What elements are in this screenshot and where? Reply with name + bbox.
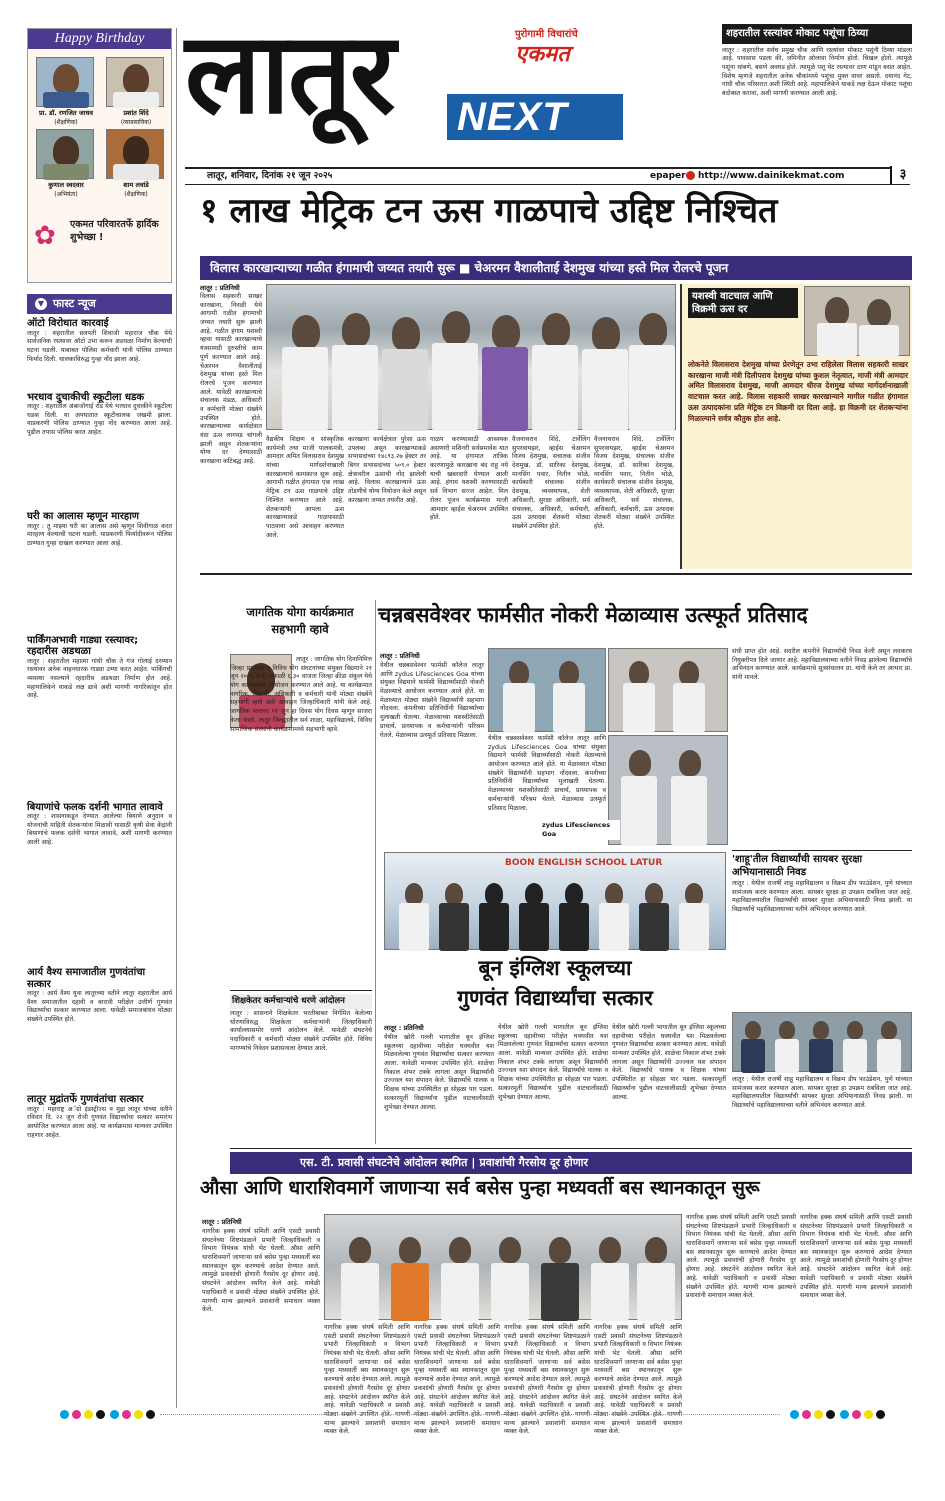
yashaswi-box	[680, 284, 912, 569]
print-marks-footer	[0, 1404, 945, 1464]
lead-col-3: कारखाना कार्यक्षेत्रात पुरेसा ऊस उपलब्ध असून कारखान्याकडे सभासदांच्या १४८९३.२७ हेक्टर तर बिगर सभासदांच्या ५०९.० हेक्टर क्षेत्रावरील ऊसाची नोंद झालेली आहे. विलास कारखान्याने ऊस तोडणीचे योग्य नियोजन केले असून कारखाना जय्यत तयारीत आहे.	[348, 436, 426, 504]
topright-title: शहरातील रस्त्यांवर मोकाट पशूंचा ठिय्या	[722, 24, 912, 44]
news-title: घरी का आलास म्हणून मारहाण	[27, 511, 140, 522]
st-photo	[324, 1214, 682, 1320]
st-headline: औसा आणि धाराशिवमार्गे जाणाऱ्या सर्व बसेस पुन्हा मध्यवर्ती बस स्थानकातून सुरू	[200, 1177, 760, 1199]
birthday-name-4: शाम लवांडे	[123, 181, 149, 189]
birthday-box	[27, 28, 172, 283]
pharmacy-headline: चन्नबसवेश्वर फार्मसीत नोकरी मेळाव्यास उत्स्फूर्त प्रतिसाद	[378, 603, 808, 627]
news-title: पार्किंगअभावी गाड्या रस्त्यावर; रहदारीस अडथळा	[27, 634, 139, 657]
birthday-photo-1	[36, 57, 94, 107]
lead-col-6: वैजनाथराव शिंदे, टार्वेलिंग सुपरवायझर, व्हाईस चेअरमन विजय देशमुख, संचालक संजीव देशमुख, डॉ. सारिका देशमुख, मानसिंग पवार, नितीन भोळे, कार्यकारी संचालक संजीव देशमुख, व्यवस्थापक, शेती अधिकारी, सुरक्षा अधिकारी, सर्व संचालक, अधिकारी, कर्मचारी, ऊस उत्पादक शेतकरी मोठ्या संख्येने उपस्थित होते.	[594, 436, 674, 530]
news-item	[27, 318, 172, 388]
st-col-1: नागरिक हक्क संघर्ष समिती आणि एसटी प्रवासी संघटनेच्या शिष्टमंडळाने प्रभारी जिल्हाधिकारी व विभाग नियंत्रक यांची भेट घेतली. औसा आणि धाराशिवमार्गे जाणाऱ्या सर्व बसेस पुन्हा मध्यवर्ती बस स्थानकातून सुरू करण्याचे आदेश देण्यात आले. त्यामुळे प्रवाशांची होणारी गैरसोय दूर होणार आहे. संघटनेने आंदोलन स्थगित केले आहे. यावेळी पदाधिकारी व प्रवासी मोठ्या संख्येने उपस्थित होते. मागणी मान्य झाल्याने प्रवाशांनी समाधान व्यक्त केले.	[202, 1228, 320, 1314]
st-sub-text: प्रवाशांची गैरसोय दूर होणार	[479, 1156, 589, 1169]
boon-col-2: येथील खोरी गल्ली भागातील बून इंग्लिश स्कूलच्या दहावीच्या परीक्षेत घवघवीत यश मिळवलेल्या गुणवंत विद्यार्थ्यांचा सत्कार करण्यात आला. यावेळी मान्यवर उपस्थित होते. शाळेचा निकाल शंभर टक्के लागला असून विद्यार्थ्यांनी उज्ज्वल यश संपादन केले. विद्यार्थ्यांचे पालक व शिक्षक यांच्या उपस्थितीत हा सोहळा पार पडला. सत्कारमूर्ती विद्यार्थ्यांना पुढील वाटचालीसाठी शुभेच्छा देण्यात आल्या.	[498, 1024, 608, 1101]
lead-byline: लातूर : प्रतिनिधी	[200, 284, 240, 292]
birthday-role-2: (व्यावसायिक)	[120, 119, 152, 126]
website-link[interactable]: http://www.dainikekmat.com	[698, 171, 845, 181]
cyber-title: 'शाहू'तील विद्यार्थ्यांची सायबर सुरक्षा अभियानासाठी निवड	[732, 854, 863, 878]
lead-photo	[266, 284, 676, 430]
boon-byline: लातूर : प्रतिनिधी	[384, 1024, 424, 1032]
cyber-body-2: लातूर : येथील राजर्षी शाहू महाविद्यालय व विक्रम डीप फाउंडेशन, पुणे यांच्यात सामंजस्य करार करण्यात आला. सायबर सुरक्षा हा उपक्रम राबविला जात आहे. महाविद्यालयातील विद्यार्थ्यांची सायबर सुरक्षा अभियानासाठी निवड झाली. या विद्यार्थ्यांचे महाविद्यालयाच्या वतीने अभिनंदन करण्यात आले.	[732, 1076, 912, 1110]
st-byline: लातूर : प्रतिनिधी	[202, 1218, 242, 1226]
boon-photo	[384, 852, 726, 950]
birthday-photo-3	[36, 129, 94, 179]
topright-body: लातूर : शहरातील सर्वच प्रमुख चौक आणि रस्त्यांवर मोकाट पशूंनी ठिय्या मांडला आहे. पावसास पडला की, जमिनीत ओलावा निर्माण होतो. चिखल होतो. त्यामुळे पशूंना थांबणे, बसणे अवघड होते. त्यामुळे पशू थेट रस्त्यावर ठाण मांडून बसत आहेत. विशेष म्हणजे शहरातील अनेक चौकांमध्ये पशूंचा मुक्त वावर असतो. दयानंद गेट, गांधी चौक परिसरात अशी स्थिती आहे. महापालिकेने याकडे लक्ष देऊन मोकाट पशूंचा बंदोबस्त करावा, अशी मागणी करण्यात आली आहे.	[722, 46, 912, 97]
st-kicker-text: एस. टी. प्रवासी संघटनेचे आंदोलन स्थगित	[300, 1156, 468, 1169]
birthday-title: Happy Birthday	[28, 29, 171, 49]
masthead-tagline: पुरोगामी विचारांचे	[515, 29, 578, 40]
st-col-4: नागरिक हक्क संघर्ष समिती आणि एसटी प्रवासी संघटनेच्या शिष्टमंडळाने प्रभारी जिल्हाधिकारी व विभाग नियंत्रक यांची भेट घेतली. औसा आणि धाराशिवमार्गे जाणाऱ्या सर्व बसेस पुन्हा मध्यवर्ती बस स्थानकातून सुरू करण्याचे आदेश देण्यात आले. त्यामुळे प्रवाशांची होणारी गैरसोय दूर होणार आहे. संघटनेने आंदोलन स्थगित केले आहे. यावेळी पदाधिकारी व प्रवासी मोठ्या संख्येने उपस्थित होते. मागणी मान्य झाल्याने प्रवाशांनी समाधान व्यक्त केले.	[504, 1324, 590, 1436]
st-col-2: नागरिक हक्क संघर्ष समिती आणि एसटी प्रवासी संघटनेच्या शिष्टमंडळाने प्रभारी जिल्हाधिकारी व विभाग नियंत्रक यांची भेट घेतली. औसा आणि धाराशिवमार्गे जाणाऱ्या सर्व बसेस पुन्हा मध्यवर्ती बस स्थानकातून सुरू करण्याचे आदेश देण्यात आले. त्यामुळे प्रवाशांची होणारी गैरसोय दूर होणार आहे. संघटनेने आंदोलन स्थगित केले आहे. यावेळी पदाधिकारी व प्रवासी मोठ्या संख्येने उपस्थित होते. मागणी मान्य झाल्याने प्रवाशांनी समाधान व्यक्त केले.	[324, 1324, 410, 1436]
pharmacy-caption: zydus Lifesciences Goa	[540, 820, 620, 840]
pharmacy-photo-1	[488, 648, 606, 732]
lead-headline: १ लाख मेट्रिक टन ऊस गाळपाचे उद्दिष्ट निश्चित	[200, 191, 778, 231]
news-body: लातूर : शहरातील महात्मा गांधी चौक ते गंज गोलाई दरम्यान रस्त्यावर अनेक वाहनधारक गाड्या उभ्या करत आहेत. पार्किंगची व्यवस्था नसल्याने रहदारीस अडथळा निर्माण होत आहे. महापालिकेने याकडे लक्ष द्यावे अशी मागणी नागरिकांतून होत आहे.	[27, 657, 172, 700]
news-item	[27, 392, 172, 508]
cyber-photo	[732, 1012, 912, 1072]
yashaswi-body: लोकनेते विलासराव देशमुख यांच्या प्रेरणेतून उभा राहिलेला विलास सहकारी साखर कारखाना माजी मंत्री दिलीपराव देशमुख यांच्या कुशल नेतृत्वात, माजी मंत्री आमदार अमित विलासराव देशमुख, माजी आमदार धीरज देशमुख यांच्या मार्गदर्शनाखाली वाटचाल करत आहे. विलास सहकारी साखर कारखान्याने मागील गळीत हंगामात ऊस उत्पादकांना प्रति मेट्रिक टन विक्रमी दर दिला आहे. हा विक्रमी दर शेतकऱ्यांना मिळाल्याने सर्वत्र कौतुक होत आहे.	[688, 360, 908, 423]
lead-col-5: वैजनाथराव शिंदे, टार्वेलिंग सुपरवायझर, व्हाईस चेअरमन विजय देशमुख, संचालक संजीव देशमुख, डॉ. सारिका देशमुख, मानसिंग पवार, नितीन भोळे, कार्यकारी संचालक संजीव देशमुख, व्यवस्थापक, शेती अधिकारी, सुरक्षा अधिकारी, सर्व संचालक, अधिकारी, कर्मचारी, ऊस उत्पादक शेतकरी मोठ्या संख्येने उपस्थित होते.	[512, 436, 590, 530]
boon-banner: BOON ENGLISH SCHOOL LATUR	[505, 858, 663, 868]
pharmacy-right: संधी प्राप्त होत आहे. सदरील कंपनीने विद्यार्थ्यांची निवड केली असून लवकरच नियुक्तीपत्र दिले जाणार आहे. महाविद्यालयाच्या वतीने निवड झालेल्या विद्यार्थ्यांचे अभिनंदन करण्यात आले. कार्यक्रमाचे सूत्रसंचालन प्रा. यांनी केले तर आभार प्रा. यांनी मानले.	[732, 648, 912, 682]
news-item	[27, 511, 172, 631]
news-title: आर्य वैश्य समाजातील गुणवंतांचा सत्कार	[27, 967, 146, 990]
news-body: लातूर : महाराष्ट्र अॅग्रो इंडस्ट्रीज्स व मुद्रा लातूर यांच्या वतीने रविवार दि. २२ जून रोजी गुणवंत विद्यार्थ्यांचा सत्कार समारंभ आयोजित करण्यात आला आहे. या कार्यक्रमास मान्यवर उपस्थित राहणार आहेत.	[27, 1105, 172, 1139]
teacher-body: लातूर : शासनाने शिक्षकेतर भरतीबाबत निर्गमित केलेल्या धोरणाविरुद्ध शिक्षकेतर कर्मचाऱ्यांनी जिल्हाधिकारी कार्यालयासमोर धरणे आंदोलन केले. यावेळी संघटनेचे पदाधिकारी व कर्मचारी मोठ्या संख्येने उपस्थित होते. विविध मागण्यांचे निवेदन प्रशासनाला देण्यात आले.	[230, 1010, 372, 1052]
boon-headline-1: बून इंग्लिश स्कूलच्या	[478, 956, 632, 980]
yashaswi-photo	[804, 286, 910, 356]
page-number: ३	[890, 166, 914, 184]
yashaswi-title: यशस्वी वाटचाल आणि विक्रमी ऊस दर	[688, 288, 798, 318]
news-title: लातूर मुद्रांतर्फे गुणवंतांचा सत्कार	[27, 1094, 144, 1105]
yoga-title: जागतिक योगा कार्यक्रमात सहभागी व्हावे	[246, 605, 354, 636]
boon-col-1: येथील खोरी गल्ली भागातील बून इंग्लिश स्कूलच्या दहावीच्या परीक्षेत घवघवीत यश मिळवलेल्या गुणवंत विद्यार्थ्यांचा सत्कार करण्यात आला. यावेळी मान्यवर उपस्थित होते. शाळेचा निकाल शंभर टक्के लागला असून विद्यार्थ्यांनी उज्ज्वल यश संपादन केले. विद्यार्थ्यांचे पालक व शिक्षक यांच्या उपस्थितीत हा सोहळा पार पडला. सत्कारमूर्ती विद्यार्थ्यांना पुढील वाटचालीसाठी शुभेच्छा देण्यात आल्या.	[384, 1034, 494, 1111]
birthday-name-2: प्रशांत शिंदे	[123, 109, 149, 117]
cyber-body: लातूर : येथील राजर्षी शाहू महाविद्यालय व विक्रम डीप फाउंडेशन, पुणे यांच्यात सामंजस्य करार करण्यात आला. सायबर सुरक्षा हा उपक्रम राबविला जात आहे. महाविद्यालयातील विद्यार्थ्यांची सायबर सुरक्षा अभियानासाठी निवड झाली. या विद्यार्थ्यांचे महाविद्यालयाच्या वतीने अभिनंदन करण्यात आले.	[732, 880, 912, 914]
teacher-title: शिक्षकेतर कर्मचाऱ्यांचे धरणे आंदोलन	[230, 994, 372, 1009]
birthday-photo-4	[106, 129, 164, 179]
birthday-wish: एकमत परिवारतर्फे हार्दिक शुभेच्छा !	[70, 219, 159, 243]
yoga-box	[230, 604, 370, 644]
st-col-7: नागरिक हक्क संघर्ष समिती आणि एसटी प्रवासी संघटनेच्या शिष्टमंडळाने प्रभारी जिल्हाधिकारी व विभाग नियंत्रक यांची भेट घेतली. औसा आणि धाराशिवमार्गे जाणाऱ्या सर्व बसेस पुन्हा मध्यवर्ती बस स्थानकातून सुरू करण्याचे आदेश देण्यात आले. त्यामुळे प्रवाशांची होणारी गैरसोय दूर होणार आहे. संघटनेने आंदोलन स्थगित केले आहे. यावेळी पदाधिकारी व प्रवासी मोठ्या संख्येने उपस्थित होते. मागणी मान्य झाल्याने प्रवाशांनी समाधान व्यक्त केले.	[800, 1214, 912, 1300]
lead-col-4: गाळप करण्यासाठी आवश्यक असणारी मशिनरी सर्वसमावेश यात आहे. या हंगामात तांत्रिक कारणामुळे कारखाना बंद राहू नये याची खबरदारी घेण्यात आली आहे. हंगाम यशस्वी करण्यासाठी सर्व विभाग सज्ज आहेत. मिल रोलर पूजन कार्यक्रमास माजी आमदार व्हाईस चेअरमन उपस्थित होते.	[430, 436, 508, 522]
masthead-date: लातूर, शनिवार, दिनांक २१ जून २०२५	[207, 171, 333, 181]
news-item	[27, 635, 172, 798]
news-item	[27, 802, 172, 964]
pharmacy-photo-3	[608, 735, 728, 845]
fast-news-list	[27, 318, 172, 1398]
news-title: बियाणांचे फलक दर्शनी भागात लावावे	[27, 801, 163, 813]
fast-news-icon: ▼	[35, 298, 47, 310]
news-title: भरधाव दुचाकीची स्कूटीला धडक	[27, 391, 145, 403]
birthday-name-1: प्रा. डॉ. रणजित जाधव	[39, 109, 93, 117]
boon-col-3: येथील खोरी गल्ली भागातील बून इंग्लिश स्कूलच्या दहावीच्या परीक्षेत घवघवीत यश मिळवलेल्या गुणवंत विद्यार्थ्यांचा सत्कार करण्यात आला. यावेळी मान्यवर उपस्थित होते. शाळेचा निकाल शंभर टक्के लागला असून विद्यार्थ्यांनी उज्ज्वल यश संपादन केले. विद्यार्थ्यांचे पालक व शिक्षक यांच्या उपस्थितीत हा सोहळा पार पडला. सत्कारमूर्ती विद्यार्थ्यांना पुढील वाटचालीसाठी शुभेच्छा देण्यात आल्या.	[612, 1024, 726, 1101]
st-col-6: नागरिक हक्क संघर्ष समिती आणि एसटी प्रवासी संघटनेच्या शिष्टमंडळाने प्रभारी जिल्हाधिकारी व विभाग नियंत्रक यांची भेट घेतली. औसा आणि धाराशिवमार्गे जाणाऱ्या सर्व बसेस पुन्हा मध्यवर्ती बस स्थानकातून सुरू करण्याचे आदेश देण्यात आले. त्यामुळे प्रवाशांची होणारी गैरसोय दूर होणार आहे. संघटनेने आंदोलन स्थगित केले आहे. यावेळी पदाधिकारी व प्रवासी मोठ्या संख्येने उपस्थित होते. मागणी मान्य झाल्याने प्रवाशांनी समाधान व्यक्त केले.	[686, 1214, 796, 1300]
birthday-photo-2	[106, 57, 164, 107]
epaper-label: epaper	[650, 171, 686, 181]
lead-col-1: विलास सहकारी साखर कारखाना, निवळी येथे आगामी गळीत हंगामाची जय्यत तयारी सुरू झाली आहे. गळीत हंगाम यशस्वी व्हावा यासाठी कारखान्याचे यंत्रसामग्री दुरुस्तीचे काम पूर्ण करण्यात आले आहे. चेअरमन वैशालीताई देशमुख यांच्या हस्ते मिल रोलरचे पूजन करण्यात आले. यावेळी कारखान्याचे संचालक मंडळ, अधिकारी व कर्मचारी मोठ्या संख्येने उपस्थित होते. कारखान्याच्या कार्यक्षेत्रात यंदा ऊस लागवड चांगली झाली असून शेतकऱ्यांना योग्य दर देण्यासाठी कारखाना कटिबद्ध आहे.	[200, 293, 262, 466]
news-body: लातूर : शासनाकडून देण्यात आलेल्या बियाणे अनुदान व योजनांची माहिती शेतकऱ्यांना मिळावी यासाठी कृषी सेवा केंद्रांनी बियाणांचे फलक दर्शनी भागात लावावे, अशी मागणी करण्यात आली आहे.	[27, 813, 172, 847]
pharmacy-photo-2	[608, 648, 728, 732]
lead-col-2: वैद्यकीय शिक्षण व सांस्कृतिक कार्यमंत्री तथा माजी पालकमंत्री, आमदार अमित विलासराव देशमुख यांच्या मार्गदर्शनाखाली कारखान्याचे कामकाज सुरू आहे. आगामी गळीत हंगामात एक लाख मेट्रिक टन ऊस गाळपाचे उद्दिष्ट निश्चित करण्यात आले आहे. शेतकऱ्यांनी आपला ऊस कारखान्याकडे गाळपासाठी पाठवावा असे आवाहन करण्यात आले.	[266, 436, 344, 539]
lead-subhead: विलास कारखान्याच्या गळीत हंगामाची जय्यत तयारी सुरू ■ चेअरमन वैशालीताई देशमुख यांच्या हस्ते मिल रोलरचे पूजन	[200, 256, 912, 280]
news-item	[27, 967, 172, 1090]
pharmacy-byline: लातूर : प्रतिनिधी	[380, 652, 420, 660]
pharmacy-body-2: येथील चन्नबसवेश्वर फार्मसी कॉलेज लातूर आणि zydus Lifesciences Goa यांच्या संयुक्त विद्यमाने फार्मसी विद्यार्थ्यांसाठी नोकरी मेळाव्याचे आयोजन करण्यात आले होते. या मेळाव्यात मोठ्या संख्येने विद्यार्थ्यांनी सहभाग नोंदवला. कंपनीच्या प्रतिनिधींनी विद्यार्थ्यांच्या मुलाखती घेतल्या. मेळाव्याच्या यशस्वीतेसाठी प्राचार्य, प्राध्यापक व कर्मचाऱ्यांनी परिश्रम घेतले. मेळाव्यास उत्स्फूर्त प्रतिसाद मिळाला.	[488, 735, 606, 812]
birthday-role-1: (शैक्षणिक)	[54, 119, 78, 126]
masthead	[185, 9, 705, 172]
st-col-5: नागरिक हक्क संघर्ष समिती आणि एसटी प्रवासी संघटनेच्या शिष्टमंडळाने प्रभारी जिल्हाधिकारी व विभाग नियंत्रक यांची भेट घेतली. औसा आणि धाराशिवमार्गे जाणाऱ्या सर्व बसेस पुन्हा मध्यवर्ती बस स्थानकातून सुरू करण्याचे आदेश देण्यात आले. त्यामुळे प्रवाशांची होणारी गैरसोय दूर होणार आहे. संघटनेने आंदोलन स्थगित केले आहे. यावेळी पदाधिकारी व प्रवासी मोठ्या संख्येने उपस्थित होते. मागणी मान्य झाल्याने प्रवाशांनी समाधान व्यक्त केले.	[594, 1324, 682, 1436]
fast-news-label: फास्ट न्यूज	[53, 297, 96, 310]
globe-icon	[686, 171, 695, 180]
pharmacy-body: येथील चन्नबसवेश्वर फार्मसी कॉलेज लातूर आणि zydus Lifesciences Goa यांच्या संयुक्त विद्यमाने फार्मसी विद्यार्थ्यांसाठी नोकरी मेळाव्याचे आयोजन करण्यात आले होते. या मेळाव्यात मोठ्या संख्येने विद्यार्थ्यांनी सहभाग नोंदवला. कंपनीच्या प्रतिनिधींनी विद्यार्थ्यांच्या मुलाखती घेतल्या. मेळाव्याच्या यशस्वीतेसाठी प्राचार्य, प्राध्यापक व कर्मचाऱ्यांनी परिश्रम घेतले. मेळाव्यास उत्स्फूर्त प्रतिसाद मिळाला.	[380, 662, 484, 739]
news-item	[27, 1094, 172, 1256]
news-title: ऑटो विरोधात कारवाई	[27, 318, 109, 329]
news-body: लातूर : शहरातील छत्रपती शिवाजी महाराज चौक येथे सार्वजनिक रस्त्यावर ऑटो उभा करून अडथळा निर्माण केल्याची घटना घडली. याबाबत पोलिस कर्मचारी यांनी पोलिस ठाण्यात फिर्याद दिली. चालकाविरुद्ध गुन्हा नोंद झाला आहे.	[27, 329, 172, 363]
masthead-title: लातूर	[185, 9, 394, 139]
masthead-next: NEXT	[447, 94, 623, 140]
birthday-role-3: (अभियंता)	[54, 191, 78, 198]
news-body: लातूर : आर्य वैश्य युवा लातूरच्या वतीने लातूर शहरातील आर्य वैश्य समाजातील दहावी व बारावी परीक्षेत उत्तीर्ण गुणवंत विद्यार्थ्यांचा सत्कार करण्यात आला. यावेळी समाजबांधव मोठ्या संख्येने उपस्थित होते.	[27, 990, 172, 1024]
boon-headline-2: गुणवंत विद्यार्थ्यांचा सत्कार	[457, 986, 653, 1010]
st-kicker: एस. टी. प्रवासी संघटनेचे आंदोलन स्थगित | प्रवाशांची गैरसोय दूर होणार	[230, 1152, 912, 1174]
birthday-name-3: कुणाल स्वदवार	[48, 181, 84, 189]
yoga-body: लातूर : जागतिक योग दिनानिमित्त जिल्हा प्रशासन व विविध योग संघटनांच्या संयुक्त विद्यमाने २१ जून २०२५ रोजी सकाळी ६.३० वाजता जिल्हा क्रीडा संकुल येथे योग कार्यक्रमाचे आयोजन करण्यात आले आहे. या कार्यक्रमात नागरिक, विद्यार्थी, अधिकारी व कर्मचारी यांनी मोठ्या संख्येने सहभागी व्हावे असे आवाहन जिल्हाधिकारी यांनी केले आहे. जागतिक स्तरावर २१ जून हा दिवस योग दिवस म्हणून साजरा केला जातो. लातूर जिल्ह्यातील सर्व शाळा, महाविद्यालये, विविध सामाजिक संस्थांनी कार्यक्रमामध्ये सहभागी व्हावे.	[230, 656, 372, 733]
st-col-3: नागरिक हक्क संघर्ष समिती आणि एसटी प्रवासी संघटनेच्या शिष्टमंडळाने प्रभारी जिल्हाधिकारी व विभाग नियंत्रक यांची भेट घेतली. औसा आणि धाराशिवमार्गे जाणाऱ्या सर्व बसेस पुन्हा मध्यवर्ती बस स्थानकातून सुरू करण्याचे आदेश देण्यात आले. त्यामुळे प्रवाशांची होणारी गैरसोय दूर होणार आहे. संघटनेने आंदोलन स्थगित केले आहे. यावेळी पदाधिकारी व प्रवासी मोठ्या संख्येने उपस्थित होते. मागणी मान्य झाल्याने प्रवाशांनी समाधान व्यक्त केले.	[414, 1324, 500, 1436]
topright-box	[722, 24, 912, 164]
news-body: लातूर : शहरातील अंबाजोगाई रोड येथे भरधाव दुचाकीने स्कूटीला धडक दिली. या अपघातात स्कूटीचालक जखमी झाला. याप्रकरणी पोलिस ठाण्यात गुन्हा नोंद करण्यात आला आहे. पुढील तपास पोलिस करत आहेत.	[27, 403, 172, 437]
flower-icon: ✿	[34, 221, 56, 251]
news-body: लातूर : तू माझ्या घरी का आलास असे म्हणून शिवीगाळ करत मारहाण केल्याची घटना घडली. याप्रकरणी फिर्यादीवरून पोलिस ठाण्यात गुन्हा दाखल करण्यात आला आहे.	[27, 522, 172, 547]
birthday-role-4: (शैक्षणिक)	[124, 191, 148, 198]
fast-news-header	[27, 294, 172, 314]
masthead-brand: एकमत	[515, 42, 570, 67]
